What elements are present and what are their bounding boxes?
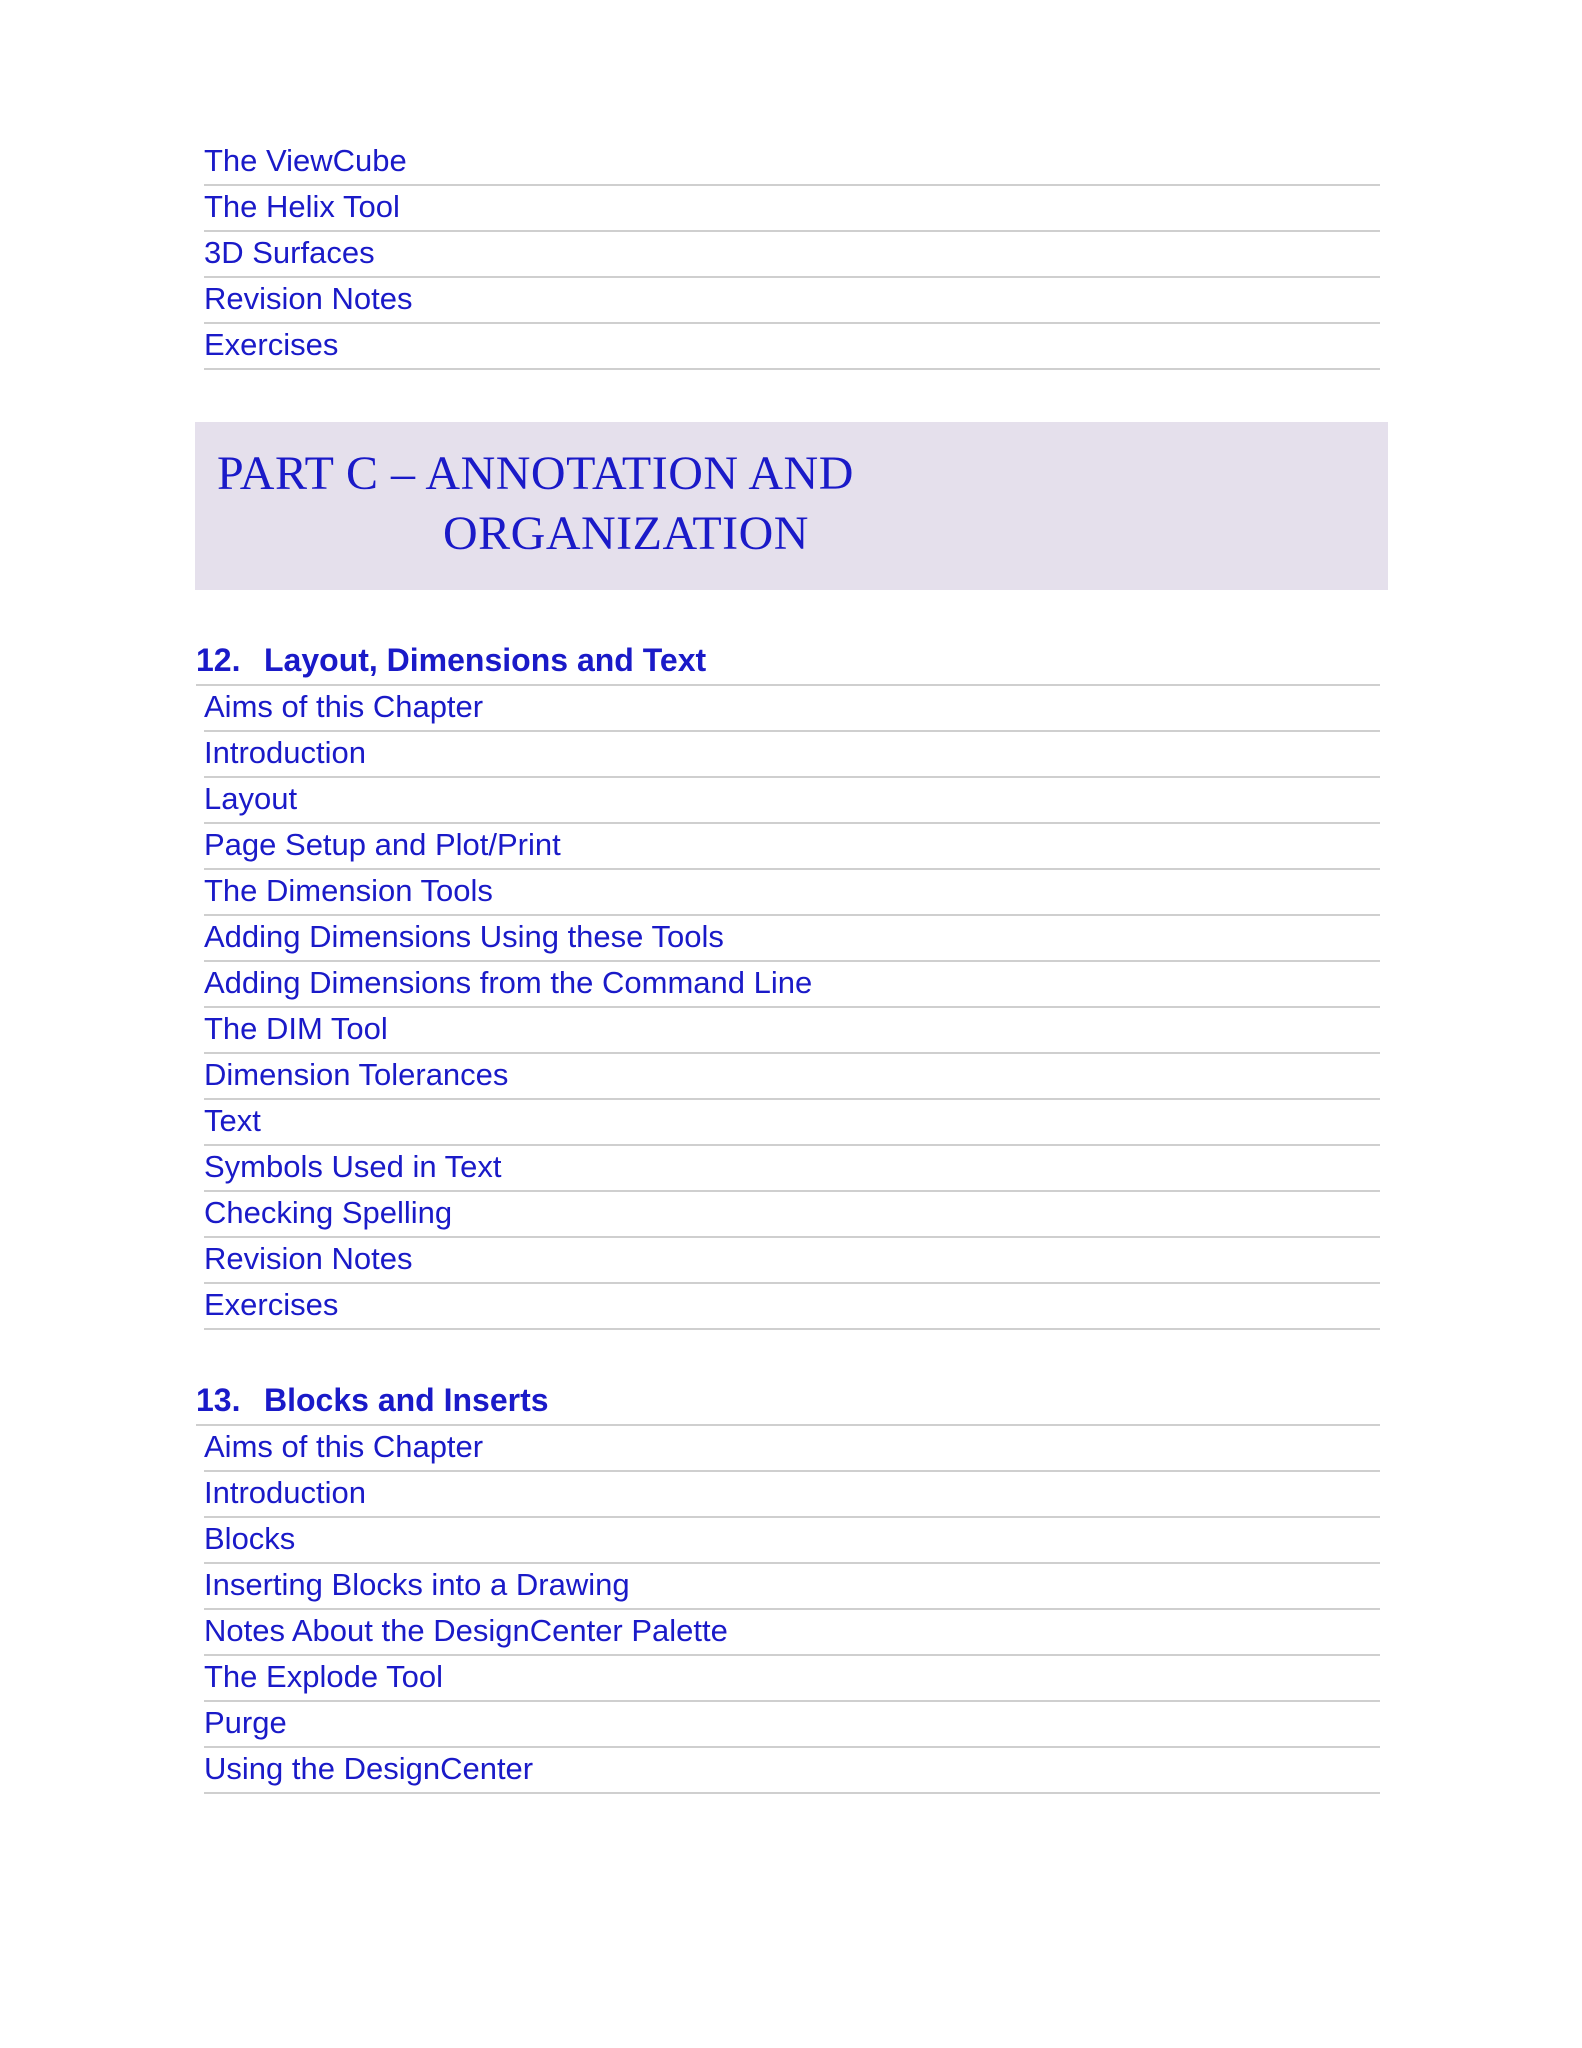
toc-entry[interactable]: Exercises [204, 324, 1380, 370]
part-banner [195, 422, 1388, 590]
chapter-entry-list [0, 686, 1582, 1330]
toc-entry[interactable]: Purge [204, 1702, 1380, 1748]
chapter-block [0, 1378, 1582, 1794]
toc-entry[interactable]: Aims of this Chapter [204, 686, 1380, 732]
toc-entry[interactable]: Aims of this Chapter [204, 1426, 1380, 1472]
toc-entry[interactable]: Dimension Tolerances [204, 1054, 1380, 1100]
toc-entry[interactable]: Blocks [204, 1518, 1380, 1564]
chapter-block [0, 638, 1582, 1330]
toc-entry[interactable]: The Explode Tool [204, 1656, 1380, 1702]
chapter-title: Layout, Dimensions and Text [264, 642, 707, 678]
chapter-number: 13. [196, 1382, 241, 1418]
chapter-title: Blocks and Inserts [264, 1382, 549, 1418]
toc-entry[interactable]: Text [204, 1100, 1380, 1146]
toc-entry[interactable]: Introduction [204, 732, 1380, 778]
toc-entry[interactable]: Revision Notes [204, 278, 1380, 324]
toc-entry[interactable]: The DIM Tool [204, 1008, 1380, 1054]
toc-top-entry-list [0, 140, 1582, 370]
toc-entry[interactable]: The ViewCube [204, 140, 1380, 186]
chapter-heading[interactable] [196, 1378, 1380, 1426]
toc-entry[interactable]: 3D Surfaces [204, 232, 1380, 278]
part-banner-line-1: PART C – ANNOTATION AND [217, 447, 854, 500]
toc-entry[interactable]: Adding Dimensions from the Command Line [204, 962, 1380, 1008]
toc-entry[interactable]: Adding Dimensions Using these Tools [204, 916, 1380, 962]
chapter-list [0, 638, 1582, 1794]
chapter-heading[interactable] [196, 638, 1380, 686]
toc-entry[interactable]: Layout [204, 778, 1380, 824]
toc-entry[interactable]: Revision Notes [204, 1238, 1380, 1284]
toc-entry[interactable]: The Helix Tool [204, 186, 1380, 232]
toc-entry[interactable]: Inserting Blocks into a Drawing [204, 1564, 1380, 1610]
chapter-number: 12. [196, 642, 241, 678]
toc-entry[interactable]: Page Setup and Plot/Print [204, 824, 1380, 870]
toc-entry[interactable]: Exercises [204, 1284, 1380, 1330]
toc-entry[interactable]: Notes About the DesignCenter Palette [204, 1610, 1380, 1656]
toc-entry[interactable]: Using the DesignCenter [204, 1748, 1380, 1794]
chapter-entry-list [0, 1426, 1582, 1794]
toc-entry[interactable]: Symbols Used in Text [204, 1146, 1380, 1192]
toc-entry[interactable]: Introduction [204, 1472, 1380, 1518]
part-banner-line-2: ORGANIZATION [443, 507, 809, 560]
toc-entry[interactable]: The Dimension Tools [204, 870, 1380, 916]
toc-entry[interactable]: Checking Spelling [204, 1192, 1380, 1238]
